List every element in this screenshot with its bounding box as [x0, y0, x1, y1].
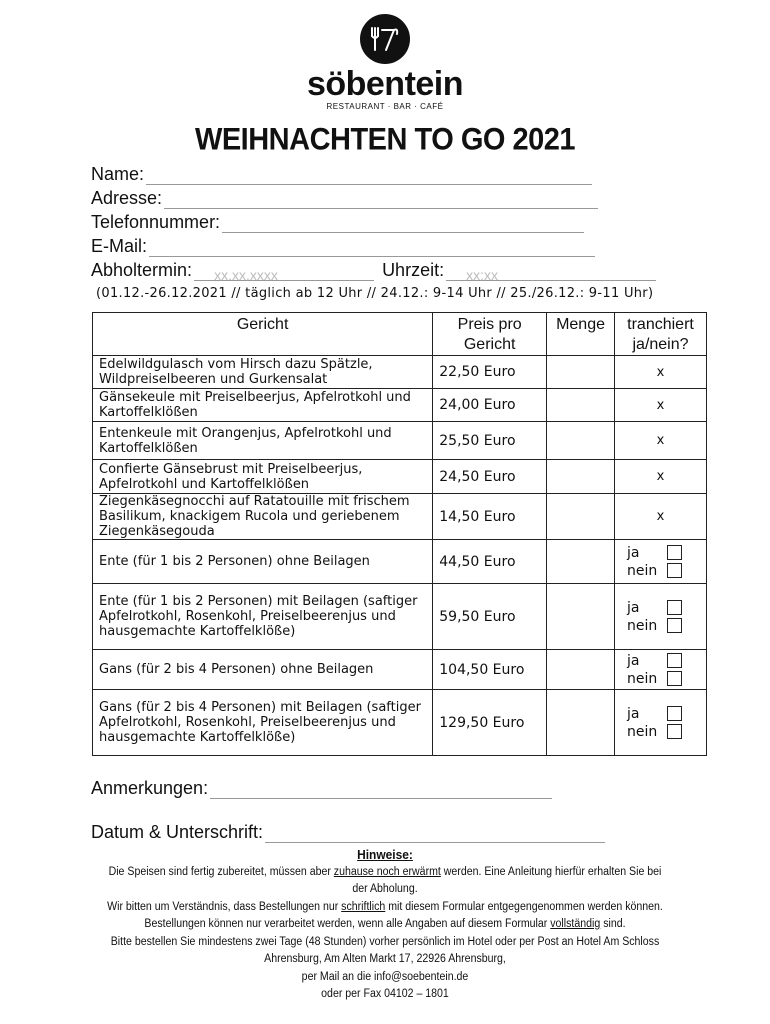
dish-name: Ente (für 1 bis 2 Personen) ohne Beilagen: [93, 540, 433, 584]
table-row: [93, 494, 707, 540]
dish-name: Ziegenkäsegnocchi auf Ratatouille mit frischem Basilikum, knackigem Rucola und geriebenem Ziegenkäsegouda: [93, 494, 433, 540]
phone-field[interactable]: [91, 212, 584, 233]
sliced-cell: x: [615, 422, 707, 460]
signature-line[interactable]: [265, 826, 605, 843]
name-label: Name:: [91, 164, 145, 184]
no-checkbox[interactable]: [667, 618, 682, 633]
dish-price: 24,50 Euro: [433, 460, 547, 494]
dish-price: 25,50 Euro: [433, 422, 547, 460]
table-row: [93, 422, 707, 460]
dish-price: 104,50 Euro: [433, 650, 547, 690]
notes-emphasis: vollständig: [550, 918, 601, 930]
email-label: E-Mail:: [91, 236, 148, 256]
notes-paragraph-3: Bitte bestellen Sie mindestens zwei Tage (48 Stunden) vorher persönlich im Hotel oder per Post an Hotel Am Schloss Ahrensburg, Am Alten Markt 17, 22926 Ahrensburg,: [110, 935, 660, 965]
page-title: WEIHNACHTEN TO GO 2021: [194, 122, 576, 158]
time-placeholder: xx:xx: [466, 267, 498, 283]
no-checkbox[interactable]: [667, 671, 682, 686]
table-row: [93, 540, 707, 584]
table-row: [93, 650, 707, 690]
no-checkbox[interactable]: [667, 563, 682, 578]
email-line[interactable]: [149, 240, 595, 257]
dish-price: 59,50 Euro: [433, 584, 547, 650]
yes-label: ja: [627, 599, 640, 616]
dish-name: Gans (für 2 bis 4 Personen) mit Beilagen (saftiger Apfelrotkohl, Rosenkohl, Preiselbeerenjus und hausgemachte Kartoffelklöße): [93, 690, 433, 756]
header-qty: Menge: [547, 313, 615, 356]
sliced-cell: x: [615, 389, 707, 422]
no-label: nein: [627, 723, 658, 740]
yes-checkbox[interactable]: [667, 600, 682, 615]
qty-cell[interactable]: [547, 494, 615, 540]
header-price: Preis pro Gericht: [433, 313, 547, 356]
qty-cell[interactable]: [547, 356, 615, 389]
dish-name: Ente (für 1 bis 2 Personen) mit Beilagen (saftiger Apfelrotkohl, Rosenkohl, Preiselbeerenjus und hausgemachte Kartoffelklöße): [93, 584, 433, 650]
email-field[interactable]: [91, 236, 595, 257]
dish-name: Confierte Gänsebrust mit Preiselbeerjus, Apfelrotkohl und Kartoffelklößen: [93, 460, 433, 494]
no-label: nein: [627, 617, 658, 634]
qty-cell[interactable]: [547, 460, 615, 494]
header-sliced: tranchiert ja/nein?: [615, 313, 707, 356]
sliced-cell: x: [615, 356, 707, 389]
yes-checkbox[interactable]: [667, 545, 682, 560]
notes-heading: Hinweise:: [357, 847, 413, 862]
qty-cell[interactable]: [547, 422, 615, 460]
pickup-line[interactable]: [194, 264, 374, 281]
table-header-row: [93, 313, 707, 356]
notes-email: per Mail an die info@soebentein.de: [301, 970, 469, 983]
header-dish: Gericht: [93, 313, 433, 356]
table-row: [93, 389, 707, 422]
yes-checkbox[interactable]: [667, 706, 682, 721]
sliced-cell: [615, 690, 707, 756]
dish-price: 22,50 Euro: [433, 356, 547, 389]
yes-label: ja: [627, 652, 640, 669]
opening-hours: (01.12.-26.12.2021 // täglich ab 12 Uhr // 24.12.: 9-14 Uhr // 25./26.12.: 9-11 Uhr): [96, 286, 654, 301]
notes-text: Die Speisen sind fertig zubereitet, müssen aber: [108, 865, 334, 878]
yes-checkbox[interactable]: [667, 653, 682, 668]
address-field[interactable]: [91, 188, 598, 209]
remarks-line[interactable]: [210, 782, 552, 799]
time-line[interactable]: [446, 264, 656, 281]
notes-paragraph-1: [104, 864, 665, 899]
dish-name: Gänsekeule mit Preiselbeerjus, Apfelrotkohl und Kartoffelklößen: [93, 389, 433, 422]
brand-name: söbentein: [306, 65, 464, 103]
brand-tagline: RESTAURANT · BAR · CAFÉ: [326, 102, 444, 111]
notes-paragraph-2: [104, 899, 665, 934]
phone-label: Telefonnummer:: [91, 212, 221, 232]
notes-emphasis: schriftlich: [341, 900, 386, 913]
pickup-field[interactable]: [91, 260, 656, 281]
remarks-field[interactable]: [91, 778, 552, 799]
notes-text: sind.: [600, 918, 626, 930]
notes-emphasis: zuhause noch erwärmt: [333, 865, 441, 878]
qty-cell[interactable]: [547, 584, 615, 650]
dish-price: 44,50 Euro: [433, 540, 547, 584]
pickup-placeholder: xx.xx.xxxx: [214, 267, 278, 283]
fork-knife-monogram-icon: [360, 14, 410, 64]
sliced-cell: x: [615, 494, 707, 540]
notes-section: [104, 846, 665, 1004]
qty-cell[interactable]: [547, 650, 615, 690]
logo: [0, 14, 770, 111]
dish-price: 24,00 Euro: [433, 389, 547, 422]
signature-label: Datum & Unterschrift:: [91, 822, 264, 842]
no-checkbox[interactable]: [667, 724, 682, 739]
remarks-label: Anmerkungen:: [91, 778, 209, 798]
no-label: nein: [627, 562, 658, 579]
dish-name: Gans (für 2 bis 4 Personen) ohne Beilagen: [93, 650, 433, 690]
notes-text: werden. Eine Anleitung hierfür erhalten Sie bei der Abholung.: [352, 865, 662, 895]
time-label: Uhrzeit:: [382, 260, 445, 280]
dish-name: Edelwildgulasch vom Hirsch dazu Spätzle, Wildpreiselbeeren und Gurkensalat: [93, 356, 433, 389]
dish-price: 14,50 Euro: [433, 494, 547, 540]
address-label: Adresse:: [91, 188, 163, 208]
dish-name: Entenkeule mit Orangenjus, Apfelrotkohl und Kartoffelklößen: [93, 422, 433, 460]
name-line[interactable]: [146, 168, 592, 185]
table-row: [93, 356, 707, 389]
sliced-cell: [615, 540, 707, 584]
signature-field[interactable]: [91, 822, 605, 843]
notes-text: Wir bitten um Verständnis, dass Bestellungen nur: [107, 900, 342, 913]
no-label: nein: [627, 670, 658, 687]
yes-label: ja: [627, 544, 640, 561]
qty-cell[interactable]: [547, 690, 615, 756]
yes-label: ja: [627, 705, 640, 722]
menu-table: [92, 312, 707, 756]
address-line[interactable]: [164, 192, 598, 209]
table-row: [93, 584, 707, 650]
notes-fax: oder per Fax 04102 – 1801: [321, 988, 449, 1000]
sliced-cell: [615, 584, 707, 650]
table-row: [93, 460, 707, 494]
qty-cell[interactable]: [547, 389, 615, 422]
name-field[interactable]: [91, 164, 592, 185]
qty-cell[interactable]: [547, 540, 615, 584]
sliced-cell: [615, 650, 707, 690]
sliced-cell: x: [615, 460, 707, 494]
table-row: [93, 690, 707, 756]
phone-line[interactable]: [222, 216, 584, 233]
notes-text: mit diesem Formular entgegengenommen werden können. Bestellungen können nur verarbeitet werden, wenn alle Angaben auf diesem Formular: [144, 900, 663, 930]
pickup-label: Abholtermin:: [91, 260, 193, 280]
dish-price: 129,50 Euro: [433, 690, 547, 756]
